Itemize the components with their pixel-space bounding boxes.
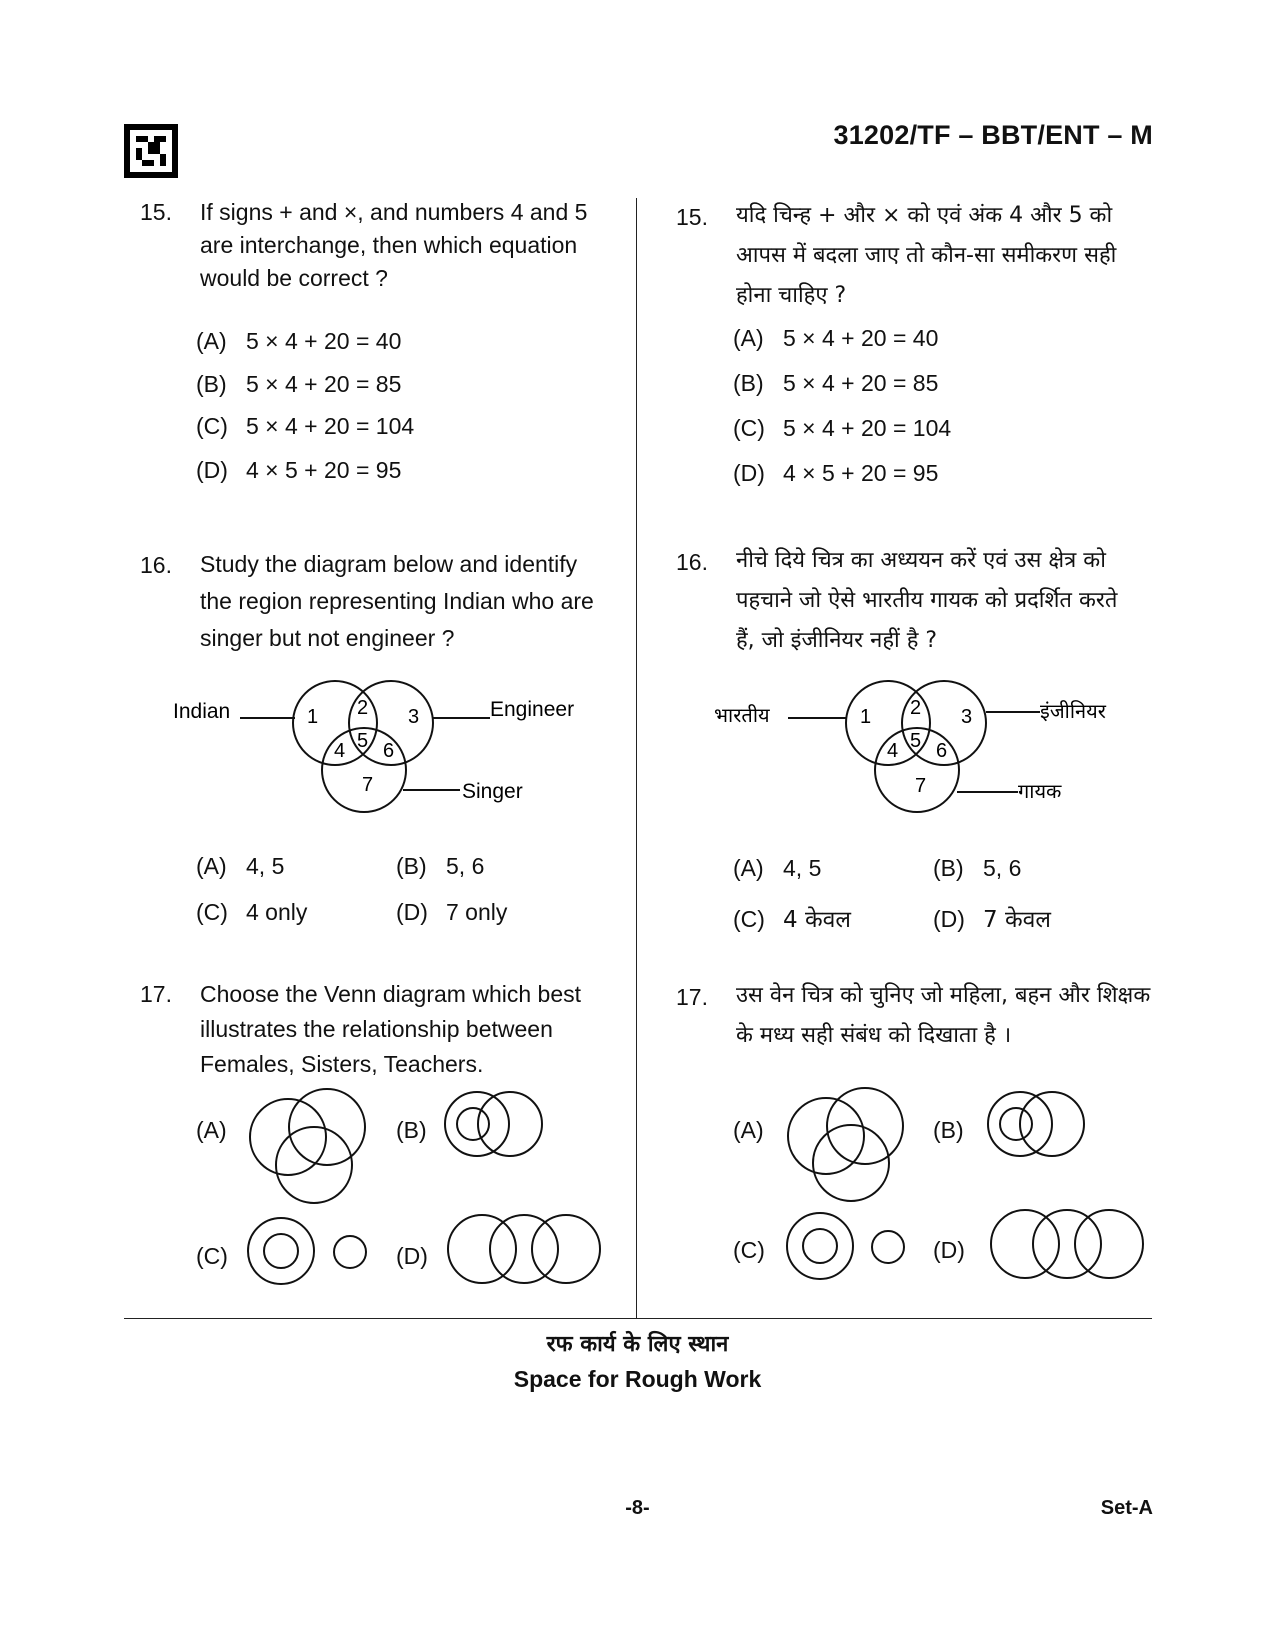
option-c[interactable]: (C) 5 × 4 + 20 = 104 xyxy=(196,413,415,439)
option-a[interactable]: (A) 5 × 4 + 20 = 40 xyxy=(733,325,939,351)
question-number: 15. xyxy=(140,199,172,225)
text-line: उस वेन चित्र को चुनिए जो महिला, बहन और शिक्षक xyxy=(736,983,1151,1008)
region-6: 6 xyxy=(383,740,395,762)
option-d[interactable]: (D) 7 only xyxy=(396,899,508,925)
region-3: 3 xyxy=(408,706,420,728)
question-text xyxy=(200,977,630,1082)
question-text xyxy=(200,196,620,295)
question-number: 16. xyxy=(140,552,172,578)
option-b[interactable]: (B) 5, 6 xyxy=(933,855,1022,881)
venn-option-b xyxy=(988,1092,1084,1156)
venn-option-a xyxy=(788,1088,903,1201)
venn-option-d xyxy=(991,1210,1143,1278)
qr-code xyxy=(124,124,178,178)
region-7: 7 xyxy=(915,775,927,797)
question-number: 16. xyxy=(676,549,708,575)
set-label: Set-A xyxy=(1100,1497,1153,1519)
text-line: पहचाने जो ऐसे भारतीय गायक को प्रदर्शित करते xyxy=(736,588,1118,613)
text-line: यदि चिन्ह + और × को एवं अंक 4 और 5 को xyxy=(736,203,1113,228)
option-d-label[interactable]: (D) xyxy=(396,1243,428,1269)
question-text-hindi xyxy=(736,976,1166,1056)
option-a[interactable]: (A) 4, 5 xyxy=(733,855,822,881)
region-1: 1 xyxy=(860,706,872,728)
option-d-label[interactable]: (D) xyxy=(933,1237,965,1263)
option-c-label[interactable]: (C) xyxy=(733,1237,765,1263)
option-c[interactable]: (C) 4 केवल xyxy=(733,906,851,933)
region-5: 5 xyxy=(357,730,369,752)
question-number: 15. xyxy=(676,204,708,230)
option-c-label[interactable]: (C) xyxy=(196,1243,228,1269)
option-b-label[interactable]: (B) xyxy=(933,1117,964,1143)
option-a-label[interactable]: (A) xyxy=(733,1117,764,1143)
question-text-hindi xyxy=(736,541,1166,661)
text-line: Choose the Venn diagram which best xyxy=(200,981,582,1007)
region-1: 1 xyxy=(307,706,319,728)
text-line: are interchange, then which equation xyxy=(200,232,578,258)
option-b[interactable]: (B) 5 × 4 + 20 = 85 xyxy=(196,371,402,397)
venn-option-c xyxy=(787,1213,904,1279)
venn-option-c xyxy=(248,1218,366,1284)
venn-diagram-indian-engineer-singer xyxy=(150,670,620,820)
text-line: हैं, जो इंजीनियर नहीं है ? xyxy=(736,628,938,653)
region-5: 5 xyxy=(910,730,922,752)
question-number: 17. xyxy=(140,981,172,1007)
region-4: 4 xyxy=(334,740,346,762)
option-d[interactable]: (D) 7 केवल xyxy=(933,906,1051,933)
venn-options-diagrams-hindi xyxy=(780,1085,1150,1300)
label-gayak: गायक xyxy=(1018,779,1062,803)
text-line: Study the diagram below and identify xyxy=(200,551,578,577)
section-divider xyxy=(124,1318,1152,1319)
text-line: के मध्य सही संबंध को दिखाता है । xyxy=(736,1023,1012,1048)
region-7: 7 xyxy=(362,774,374,796)
label-bharatiya: भारतीय xyxy=(714,703,770,727)
region-6: 6 xyxy=(936,740,948,762)
text-line: the region representing Indian who are xyxy=(200,588,594,614)
text-line: नीचे दिये चित्र का अध्ययन करें एवं उस क्षेत्र को xyxy=(736,548,1106,573)
text-line: होना चाहिए ? xyxy=(736,283,847,308)
venn-option-d xyxy=(448,1215,600,1283)
page-number: -8- xyxy=(625,1497,650,1519)
option-c[interactable]: (C) 4 only xyxy=(196,899,308,925)
text-line: If signs + and ×, and numbers 4 and 5 xyxy=(200,199,588,225)
option-b[interactable]: (B) 5 × 4 + 20 = 85 xyxy=(733,370,939,396)
text-line: Females, Sisters, Teachers. xyxy=(200,1051,484,1077)
option-a[interactable]: (A) 4, 5 xyxy=(196,853,285,879)
region-3: 3 xyxy=(961,706,973,728)
paper-code: 31202/TF – BBT/ENT – M xyxy=(833,120,1153,150)
text-line: illustrates the relationship between xyxy=(200,1016,553,1042)
column-divider xyxy=(636,198,637,1318)
region-2: 2 xyxy=(357,697,369,719)
label-indian: Indian xyxy=(173,700,231,723)
venn-options-diagrams xyxy=(240,1085,620,1300)
text-line: singer but not engineer ? xyxy=(200,625,455,651)
venn-option-a xyxy=(250,1089,365,1203)
option-d[interactable]: (D) 4 × 5 + 20 = 95 xyxy=(733,460,939,486)
option-a[interactable]: (A) 5 × 4 + 20 = 40 xyxy=(196,328,402,354)
rough-work-title-hindi: रफ कार्य के लिए स्थान xyxy=(546,1332,729,1357)
option-b[interactable]: (B) 5, 6 xyxy=(396,853,485,879)
label-engineer: Engineer xyxy=(490,698,575,721)
option-c[interactable]: (C) 5 × 4 + 20 = 104 xyxy=(733,415,952,441)
venn-diagram-bharatiya-engineer-gayak xyxy=(700,670,1150,820)
rough-work-title: Space for Rough Work xyxy=(513,1366,762,1392)
text-line: आपस में बदला जाए तो कौन-सा समीकरण सही xyxy=(736,243,1117,268)
region-2: 2 xyxy=(910,697,922,719)
label-singer: Singer xyxy=(462,780,523,803)
text-line: would be correct ? xyxy=(200,265,388,291)
question-number: 17. xyxy=(676,984,708,1010)
question-text xyxy=(200,546,630,657)
label-engineer-hindi: इंजीनियर xyxy=(1040,699,1106,723)
option-d[interactable]: (D) 4 × 5 + 20 = 95 xyxy=(196,457,402,483)
venn-option-b xyxy=(445,1092,542,1156)
option-b-label[interactable]: (B) xyxy=(396,1117,427,1143)
region-4: 4 xyxy=(887,740,899,762)
option-a-label[interactable]: (A) xyxy=(196,1117,227,1143)
question-text-hindi xyxy=(736,196,1156,316)
